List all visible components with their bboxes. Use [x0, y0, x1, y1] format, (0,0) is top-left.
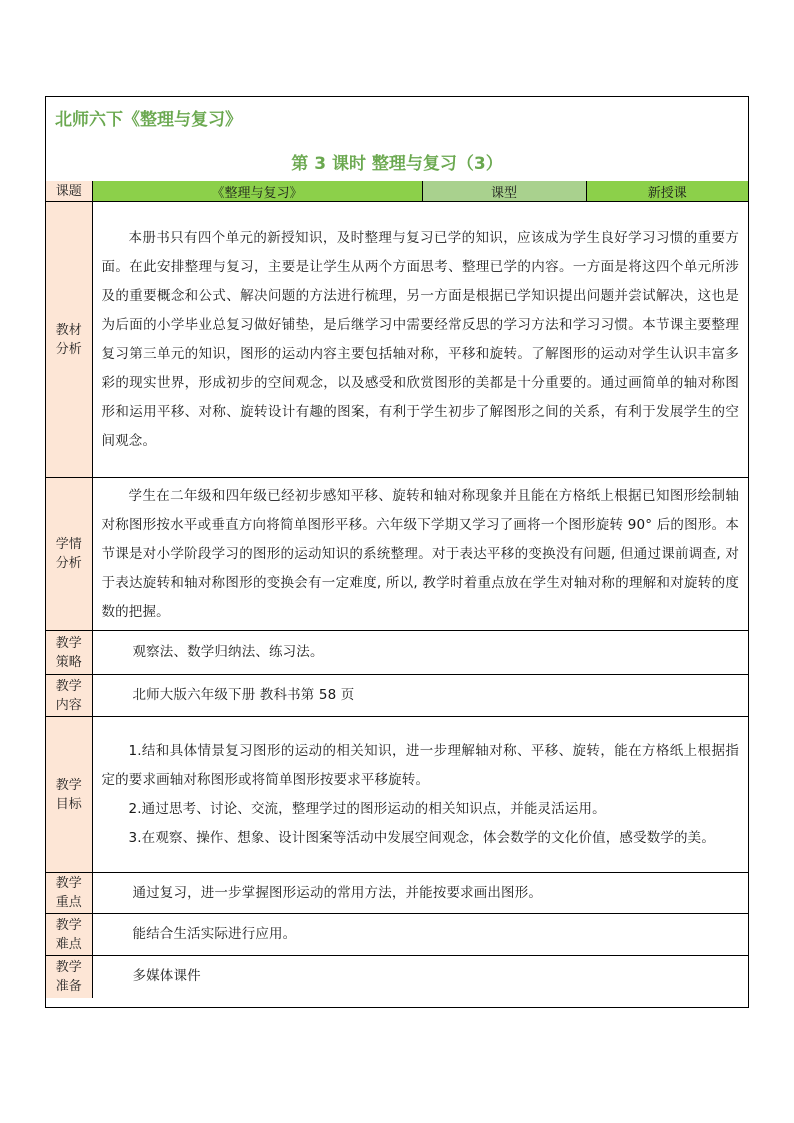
preparation-label: 教学准备	[46, 956, 92, 998]
objective-item: 1.结和具体情景复习图形的运动的相关知识，进一步理解轴对称、平移、旋转，能在方格纸上根据指定的要求画轴对称图形或将简单图形按要求平移旋转。	[101, 742, 739, 788]
lesson-title: 第 3 课时 整理与复习（3）	[291, 154, 503, 174]
objectives-row	[46, 717, 748, 873]
info-row	[46, 181, 748, 202]
key-points-content: 通过复习，进一步掌握图形运动的常用方法，并能按要求画出图形。	[92, 873, 748, 914]
lesson-plan-document	[45, 96, 749, 1008]
strategy-row	[46, 631, 748, 675]
content-row	[46, 675, 748, 717]
textbook-analysis-label: 教材分析	[46, 202, 92, 478]
type-value: 新授课	[586, 181, 748, 202]
document-header	[46, 97, 748, 182]
textbook-analysis-paragraph: 本册书只有四个单元的新授知识，及时整理与复习已学的知识，应该成为学生良好学习习惯的重要方面。在此安排整理与复习，主要是让学生从两个方面思考、整理已学的内容。一方面是将这四个单元所涉及的重要概念和公式、解决问题的方法进行梳理，另一方面是根据已学知识提出问题并尝试解决，这也是为后面的小学毕业总复习做好铺垫，是后继学习中需要经常反思的学习方法和学习习惯。本节课主要整理复习第三单元的知识，图形的运动内容主要包括轴对称，平移和旋转。了解图形的运动对学生认识丰富多彩的现实世界，形成初步的空间观念，以及感受和欣赏图形的美都是十分重要的。通过画简单的轴对称图形和运用平移、对称、旋转设计有趣的图案，有利于学生初步了解图形之间的关系，有利于发展学生的空间观念。	[101, 229, 739, 449]
student-analysis-row	[46, 478, 748, 631]
content-label: 教学内容	[46, 675, 92, 717]
strategy-content: 观察法、数学归纳法、练习法。	[92, 631, 748, 675]
student-analysis-paragraph: 学生在二年级和四年级已经初步感知平移、旋转和轴对称现象并且能在方格纸上根据已知图形绘制轴对称图形按水平或垂直方向将简单图形平移。六年级下学期又学习了画将一个图形旋转 90° 后的图形。本节课是对小学阶段学习的图形的运动知识的系统整理。对于表达平移的变换没有问题, 但通过课前调查, 对于表达旋转和轴对称图形的变换会有一定难度, 所以, 教学时着重点放在学生对轴对称的理解和对旋转的度数的把握。	[101, 487, 739, 620]
objectives-content	[92, 717, 748, 873]
content-content: 北师大版六年级下册 教科书第 58 页	[92, 675, 748, 717]
student-analysis-label: 学情分析	[46, 478, 92, 631]
type-label: 课型	[422, 181, 586, 202]
student-analysis-content	[92, 478, 748, 631]
difficulties-label: 教学难点	[46, 914, 92, 956]
series-title: 北师六下《整理与复习》	[55, 110, 242, 130]
topic-value: 《整理与复习》	[92, 181, 422, 202]
objectives-label: 教学目标	[46, 717, 92, 873]
preparation-content: 多媒体课件	[92, 956, 748, 998]
objective-item: 3.在观察、操作、想象、设计图案等活动中发展空间观念，体会数学的文化价值，感受数学的美。	[128, 829, 715, 846]
topic-label: 课题	[46, 181, 92, 202]
textbook-analysis-content	[92, 202, 748, 478]
strategy-label: 教学策略	[46, 631, 92, 675]
preparation-row	[46, 956, 748, 998]
key-points-label: 教学重点	[46, 873, 92, 914]
key-points-row	[46, 873, 748, 914]
objective-item: 2.通过思考、讨论、交流，整理学过的图形运动的相关知识点，并能灵活运用。	[128, 800, 606, 817]
lesson-plan-table	[46, 181, 748, 998]
difficulties-row	[46, 914, 748, 956]
difficulties-content: 能结合生活实际进行应用。	[92, 914, 748, 956]
textbook-analysis-row	[46, 202, 748, 478]
